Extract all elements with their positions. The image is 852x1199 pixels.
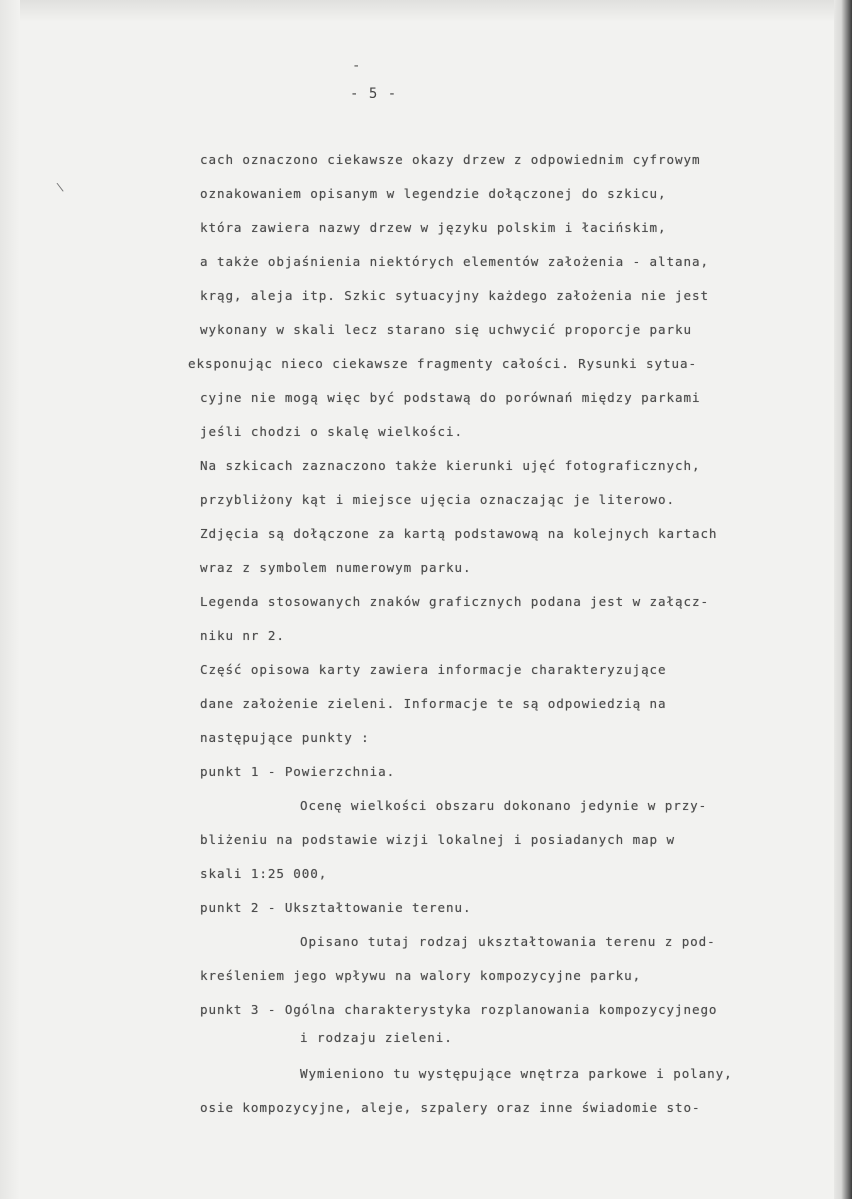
text-line: niku nr 2.	[200, 628, 285, 643]
text-line: i rodzaju zieleni.	[300, 1030, 453, 1045]
text-line: punkt 3 - Ogólna charakterystyka rozplanowania kompozycyjnego	[200, 1002, 718, 1017]
text-line: Część opisowa karty zawiera informacje charakteryzujące	[200, 662, 667, 677]
page-number: - 5 -	[350, 86, 398, 102]
text-line: kreśleniem jego wpływu na walory kompozycyjne parku,	[200, 968, 642, 983]
text-line: Opisano tutaj rodzaj ukształtowania terenu z pod-	[300, 934, 716, 949]
text-line: Wymieniono tu występujące wnętrza parkowe i polany,	[300, 1066, 733, 1081]
text-line: punkt 1 - Powierzchnia.	[200, 764, 396, 779]
text-line: cach oznaczono ciekawsze okazy drzew z odpowiednim cyfrowym	[200, 152, 701, 167]
text-line: osie kompozycyjne, aleje, szpalery oraz inne świadomie sto-	[200, 1100, 701, 1115]
text-line: następujące punkty :	[200, 730, 370, 745]
text-line: która zawiera nazwy drzew w języku polskim i łacińskim,	[200, 220, 667, 235]
text-line: bliżeniu na podstawie wizji lokalnej i posiadanych map w	[200, 832, 675, 847]
text-line: wraz z symbolem numerowym parku.	[200, 560, 472, 575]
text-line: oznakowaniem opisanym w legendzie dołączonej do szkicu,	[200, 186, 667, 201]
text-line: cyjne nie mogą więc być podstawą do porównań między parkami	[200, 390, 701, 405]
margin-pencil-mark: \	[55, 179, 65, 195]
text-line: dane założenie zieleni. Informacje te są odpowiedzią na	[200, 696, 667, 711]
scan-shadow-right	[834, 0, 852, 1199]
header-dash: -	[352, 58, 361, 74]
text-line: jeśli chodzi o skalę wielkości.	[200, 424, 463, 439]
text-line: Zdjęcia są dołączone za kartą podstawową na kolejnych kartach	[200, 526, 718, 541]
scan-shadow-left	[0, 0, 20, 1199]
text-line: krąg, aleja itp. Szkic sytuacyjny każdego założenia nie jest	[200, 288, 709, 303]
text-line: punkt 2 - Ukształtowanie terenu.	[200, 900, 472, 915]
text-line: skali 1:25 000,	[200, 866, 328, 881]
text-line: a także objaśnienia niektórych elementów założenia - altana,	[200, 254, 709, 269]
scan-shadow-top	[0, 0, 852, 22]
text-line: Ocenę wielkości obszaru dokonano jedynie w przy-	[300, 798, 708, 813]
text-line: przybliżony kąt i miejsce ujęcia oznaczając je literowo.	[200, 492, 675, 507]
text-line: eksponując nieco ciekawsze fragmenty całości. Rysunki sytua-	[188, 356, 697, 371]
text-line: wykonany w skali lecz starano się uchwycić proporcje parku	[200, 322, 692, 337]
text-line: Na szkicach zaznaczono także kierunki ujęć fotograficznych,	[200, 458, 701, 473]
text-line: Legenda stosowanych znaków graficznych podana jest w załącz-	[200, 594, 709, 609]
